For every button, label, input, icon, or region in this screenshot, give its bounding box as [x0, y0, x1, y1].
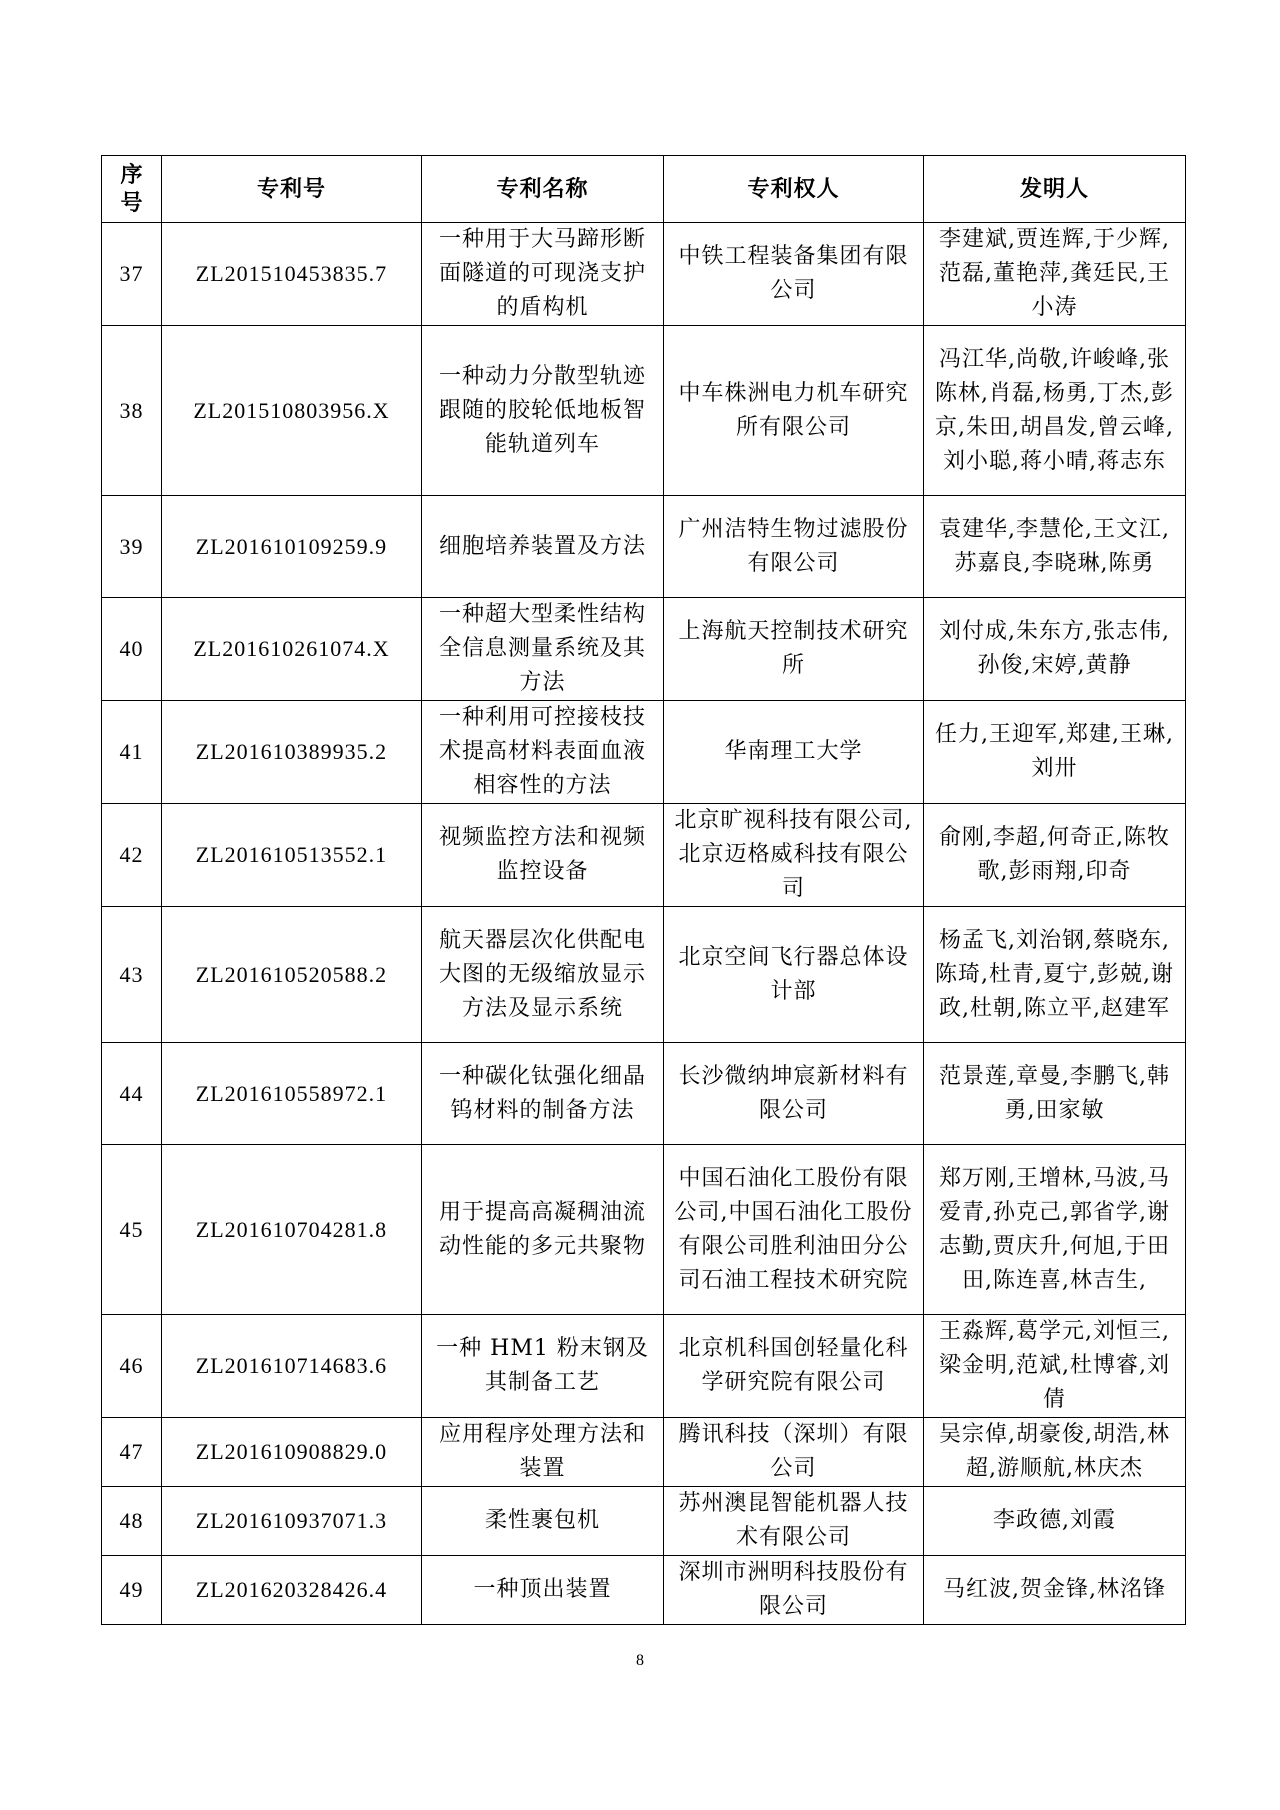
header-patent-no: 专利号 — [162, 156, 422, 223]
table-header-row — [102, 156, 1186, 223]
table-row — [102, 1145, 1186, 1315]
row-patent-no: ZL201620328426.4 — [162, 1556, 422, 1625]
row-owner: 腾讯科技（深圳）有限公司 — [664, 1418, 924, 1487]
row-owner: 中国石油化工股份有限公司,中国石油化工股份有限公司胜利油田分公司石油工程技术研究院 — [664, 1145, 924, 1315]
row-owner: 北京机科国创轻量化科学研究院有限公司 — [664, 1315, 924, 1418]
row-patent-no: ZL201610704281.8 — [162, 1145, 422, 1315]
table-row — [102, 1315, 1186, 1418]
header-patent-name: 专利名称 — [422, 156, 664, 223]
row-owner: 苏州澳昆智能机器人技术有限公司 — [664, 1487, 924, 1556]
row-seq: 43 — [102, 907, 162, 1043]
row-seq: 44 — [102, 1043, 162, 1145]
row-seq: 48 — [102, 1487, 162, 1556]
row-patent-name: 航天器层次化供配电大图的无级缩放显示方法及显示系统 — [422, 907, 664, 1043]
row-owner: 北京旷视科技有限公司,北京迈格威科技有限公司 — [664, 804, 924, 907]
table-row — [102, 907, 1186, 1043]
row-patent-name: 一种动力分散型轨迹跟随的胶轮低地板智能轨道列车 — [422, 326, 664, 496]
table-row — [102, 1556, 1186, 1625]
patent-table — [101, 155, 1186, 1625]
row-patent-name: 一种碳化钛强化细晶钨材料的制备方法 — [422, 1043, 664, 1145]
row-inventors: 冯江华,尚敬,许峻峰,张陈林,肖磊,杨勇,丁杰,彭京,朱田,胡昌发,曾云峰,刘小聪,蒋小晴,蒋志东 — [924, 326, 1186, 496]
row-owner: 华南理工大学 — [664, 701, 924, 804]
row-patent-name: 一种顶出装置 — [422, 1556, 664, 1625]
row-patent-name: 用于提高高凝稠油流动性能的多元共聚物 — [422, 1145, 664, 1315]
row-owner: 北京空间飞行器总体设计部 — [664, 907, 924, 1043]
row-patent-no: ZL201610558972.1 — [162, 1043, 422, 1145]
table-row — [102, 701, 1186, 804]
row-inventors: 郑万刚,王增林,马波,马爱青,孙克己,郭省学,谢志勤,贾庆升,何旭,于田田,陈连喜,林吉生, — [924, 1145, 1186, 1315]
header-owner: 专利权人 — [664, 156, 924, 223]
row-owner: 长沙微纳坤宸新材料有限公司 — [664, 1043, 924, 1145]
row-inventors: 袁建华,李慧伦,王文江,苏嘉良,李晓琳,陈勇 — [924, 496, 1186, 598]
row-inventors: 吴宗倬,胡豪俊,胡浩,林超,游顺航,林庆杰 — [924, 1418, 1186, 1487]
table-row — [102, 1418, 1186, 1487]
row-patent-no: ZL201510453835.7 — [162, 223, 422, 326]
row-inventors: 李建斌,贾连辉,于少辉,范磊,董艳萍,龚廷民,王小涛 — [924, 223, 1186, 326]
table-row — [102, 804, 1186, 907]
row-patent-name: 一种超大型柔性结构全信息测量系统及其方法 — [422, 598, 664, 701]
row-patent-no: ZL201610261074.X — [162, 598, 422, 701]
row-patent-no: ZL201610109259.9 — [162, 496, 422, 598]
row-inventors: 马红波,贺金锋,林洺锋 — [924, 1556, 1186, 1625]
table-row — [102, 496, 1186, 598]
row-patent-name: 视频监控方法和视频监控设备 — [422, 804, 664, 907]
row-seq: 47 — [102, 1418, 162, 1487]
row-inventors: 杨孟飞,刘治钢,蔡晓东,陈琦,杜青,夏宁,彭兢,谢政,杜朝,陈立平,赵建军 — [924, 907, 1186, 1043]
row-patent-no: ZL201610389935.2 — [162, 701, 422, 804]
row-owner: 深圳市洲明科技股份有限公司 — [664, 1556, 924, 1625]
row-inventors: 刘付成,朱东方,张志伟,孙俊,宋婷,黄静 — [924, 598, 1186, 701]
table-row — [102, 223, 1186, 326]
row-inventors: 王淼辉,葛学元,刘恒三,梁金明,范斌,杜博睿,刘倩 — [924, 1315, 1186, 1418]
table-row — [102, 326, 1186, 496]
row-seq: 46 — [102, 1315, 162, 1418]
row-patent-name: 柔性裹包机 — [422, 1487, 664, 1556]
table-row — [102, 598, 1186, 701]
row-seq: 38 — [102, 326, 162, 496]
row-patent-name: 一种 HM1 粉末钢及其制备工艺 — [422, 1315, 664, 1418]
row-seq: 42 — [102, 804, 162, 907]
row-seq: 45 — [102, 1145, 162, 1315]
row-owner: 广州洁特生物过滤股份有限公司 — [664, 496, 924, 598]
row-seq: 49 — [102, 1556, 162, 1625]
row-seq: 41 — [102, 701, 162, 804]
row-patent-no: ZL201610520588.2 — [162, 907, 422, 1043]
row-patent-no: ZL201610714683.6 — [162, 1315, 422, 1418]
table-row — [102, 1043, 1186, 1145]
page-number: 8 — [636, 1652, 644, 1669]
row-inventors: 任力,王迎军,郑建,王琳,刘卅 — [924, 701, 1186, 804]
header-seq — [102, 156, 162, 223]
table-row — [102, 1487, 1186, 1556]
row-owner: 中车株洲电力机车研究所有限公司 — [664, 326, 924, 496]
row-patent-no: ZL201610937071.3 — [162, 1487, 422, 1556]
row-patent-no: ZL201510803956.X — [162, 326, 422, 496]
table-body — [102, 223, 1186, 1625]
header-seq-text: 序号 — [120, 162, 144, 216]
row-patent-name: 一种利用可控接枝技术提高材料表面血液相容性的方法 — [422, 701, 664, 804]
row-inventors: 俞刚,李超,何奇正,陈牧歌,彭雨翔,印奇 — [924, 804, 1186, 907]
row-patent-name: 一种用于大马蹄形断面隧道的可现浇支护的盾构机 — [422, 223, 664, 326]
row-inventors: 范景莲,章曼,李鹏飞,韩勇,田家敏 — [924, 1043, 1186, 1145]
row-owner: 中铁工程装备集团有限公司 — [664, 223, 924, 326]
row-patent-no: ZL201610908829.0 — [162, 1418, 422, 1487]
row-owner: 上海航天控制技术研究所 — [664, 598, 924, 701]
row-seq: 40 — [102, 598, 162, 701]
row-patent-name: 细胞培养装置及方法 — [422, 496, 664, 598]
header-inventor: 发明人 — [924, 156, 1186, 223]
row-seq: 37 — [102, 223, 162, 326]
row-inventors: 李政德,刘霞 — [924, 1487, 1186, 1556]
row-patent-no: ZL201610513552.1 — [162, 804, 422, 907]
row-seq: 39 — [102, 496, 162, 598]
row-patent-name: 应用程序处理方法和装置 — [422, 1418, 664, 1487]
